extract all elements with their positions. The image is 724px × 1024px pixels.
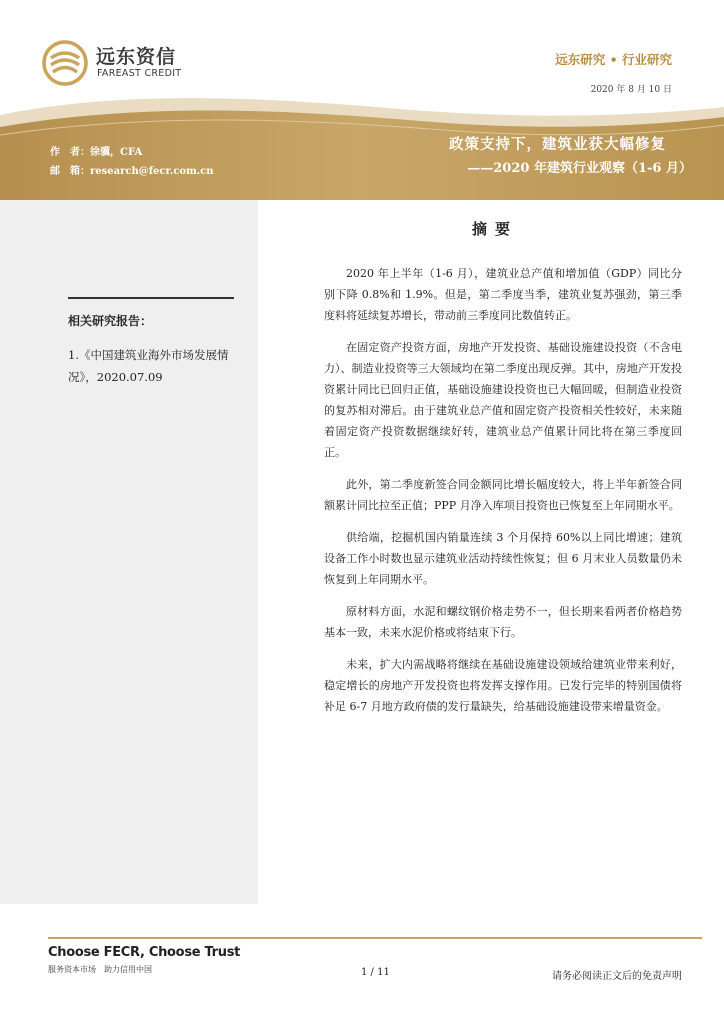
sidebar-divider — [68, 297, 234, 299]
report-subtitle: ——2020 年建筑行业观察（1-6 月） — [467, 161, 692, 176]
related-reports-heading: 相关研究报告： — [68, 314, 153, 328]
logo-name-cn: 远东资信 — [96, 46, 177, 68]
footer-disclaimer: 请务必阅读正文后的免责声明 — [552, 971, 682, 982]
abstract-paragraph: 未来，扩大内需战略将继续在基础设施建设领域给建筑业带来利好，稳定增长的房地产开发投资也将发挥支撑作用。已发行完毕的特别国债将补足 6-7 月地方政府债的发行量缺失，给基础设施建设带来增量资金。 — [324, 658, 682, 713]
email-address[interactable]: research@fecr.com.cn — [90, 166, 214, 177]
author-name: 徐骥，CFA — [90, 147, 143, 158]
report-date: 2020 年 8 月 10 日 — [590, 85, 672, 95]
related-report-link[interactable]: 1.《中国建筑业海外市场发展情况》，2020.07.09 — [68, 348, 229, 384]
email-line — [50, 162, 214, 177]
author-line — [50, 143, 142, 158]
email-label: 邮 箱： — [50, 166, 90, 177]
report-title: 政策支持下，建筑业获大幅修复 — [449, 136, 666, 153]
abstract-paragraph: 原材料方面，水泥和螺纹钢价格走势不一，但长期来看两者价格趋势基本一致，未来水泥价格或将结束下行。 — [324, 605, 682, 639]
abstract-paragraph: 在固定资产投资方面，房地产开发投资、基础设施建设投资（不含电力）、制造业投资等三大领域均在第二季度出现反弹。其中，房地产开发投资累计同比已回归正值，基础设施建设投资也已大幅回暖，但制造业投资的复苏相对滞后。由于建筑业总产值和固定资产投资相关性较好，未来随着固定资产投资数据继续好转，建筑业总产值累计同比将在第三季度回正。 — [324, 341, 682, 459]
abstract-paragraph: 2020 年上半年（1-6 月），建筑业总产值和增加值（GDP）同比分别下降 0.8%和 1.9%。但是，第二季度当季，建筑业复苏强劲，第三季度料将延续复苏增长，带动前三季度同比数值转正。 — [324, 267, 682, 322]
sidebar-panel — [0, 200, 258, 904]
logo-mark-icon — [42, 40, 88, 86]
page-number: 1 / 11 — [361, 967, 390, 978]
company-logo — [42, 40, 192, 86]
logo-name-en: FAREAST CREDIT — [97, 68, 182, 79]
footer-slogan-sub: 服务资本市场 助力信用中国 — [48, 965, 152, 974]
abstract-heading: 摘要 — [472, 220, 519, 238]
footer-slogan: Choose FECR, Choose Trust — [48, 945, 241, 960]
footer-divider — [48, 937, 702, 939]
abstract-body — [324, 263, 682, 728]
abstract-paragraph: 供给端，挖掘机国内销量连续 3 个月保持 60%以上同比增速；建筑设备工作小时数也显示建筑业活动持续性恢复；但 6 月末业人员数量仍未恢复到上年同期水平。 — [324, 531, 682, 586]
author-label: 作 者： — [50, 147, 90, 158]
report-category: 远东研究 • 行业研究 — [555, 52, 672, 67]
abstract-paragraph: 此外，第二季度新签合同金额同比增长幅度较大，将上半年新签合同额累计同比拉至正值；PPP 月净入库项目投资也已恢复至上年同期水平。 — [324, 478, 682, 512]
